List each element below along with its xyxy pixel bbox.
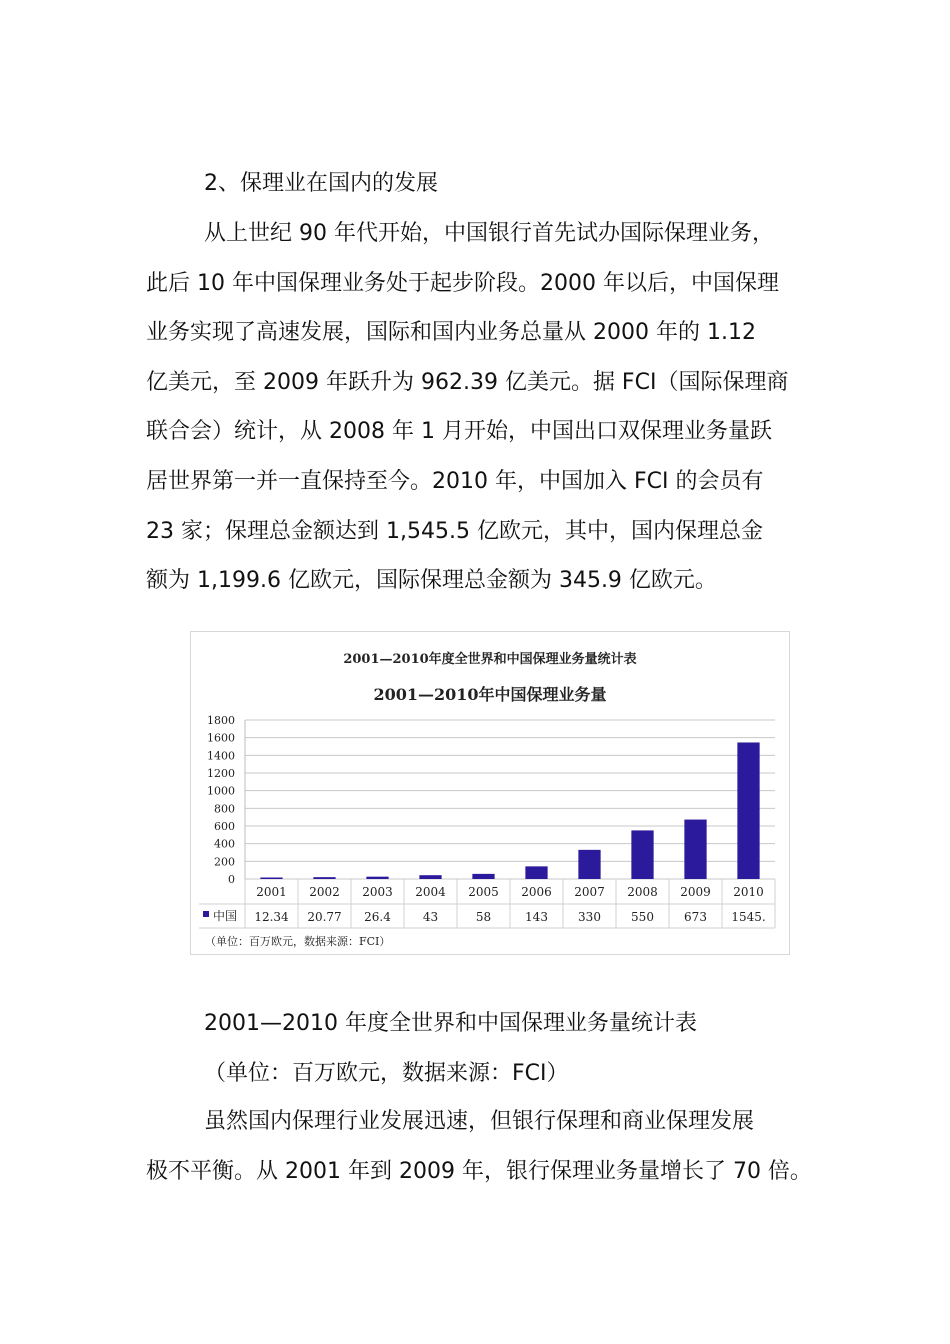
data-label: 1545. xyxy=(731,910,766,924)
factoring-volume-chart xyxy=(191,632,789,954)
x-tick-label: 2007 xyxy=(574,885,605,899)
figure-caption-unit: （单位：百万欧元，数据来源：FCI） xyxy=(204,1061,569,1086)
data-label: 330 xyxy=(578,910,601,924)
bar-2007 xyxy=(578,850,600,879)
paragraph-line: 额为 1,199.6 亿欧元，国际保理总金额为 345.9 亿欧元。 xyxy=(146,568,717,594)
bar-2003 xyxy=(366,877,388,879)
data-label: 58 xyxy=(475,910,492,924)
factoring-volume-chart-figure xyxy=(190,631,790,955)
paragraph-development xyxy=(146,216,812,613)
x-tick-label: 2001 xyxy=(256,885,287,899)
figure-caption-title: 2001—2010 年度全世界和中国保理业务量统计表 xyxy=(204,1011,697,1036)
x-tick-label: 2002 xyxy=(309,885,340,899)
bar-2002 xyxy=(313,877,335,879)
data-label: 43 xyxy=(422,910,439,924)
y-tick-label: 0 xyxy=(228,873,235,886)
bar-2004 xyxy=(419,875,441,879)
x-tick-label: 2010 xyxy=(733,885,764,899)
y-tick-label: 600 xyxy=(214,820,235,833)
paragraph-line: 从上世纪 90 年代开始，中国银行首先试办国际保理业务， xyxy=(204,221,774,246)
section-heading: 2、保理业在国内的发展 xyxy=(204,171,438,196)
x-tick-label: 2003 xyxy=(362,885,393,899)
data-label: 20.77 xyxy=(307,910,342,924)
chart-figure-title: 2001—2010年度全世界和中国保理业务量统计表 xyxy=(343,652,637,667)
paragraph-line: 虽然国内保理行业发展迅速，但银行保理和商业保理发展 xyxy=(204,1109,755,1134)
y-tick-label: 1600 xyxy=(207,731,235,745)
bar-2001 xyxy=(260,878,282,880)
data-label: 143 xyxy=(525,910,548,924)
paragraph-line: 此后 10 年中国保理业务处于起步阶段。2000 年以后，中国保理 xyxy=(146,270,779,296)
bar-2006 xyxy=(525,866,547,879)
data-label: 12.34 xyxy=(254,910,289,924)
paragraph-line: 极不平衡。从 2001 年到 2009 年，银行保理业务量增长了 70 倍。 xyxy=(146,1158,812,1184)
y-tick-label: 400 xyxy=(214,837,235,851)
data-label: 26.4 xyxy=(364,910,391,924)
paragraph-line: 业务实现了高速发展，国际和国内业务总量从 2000 年的 1.12 xyxy=(146,320,756,346)
chart-source-note: （单位：百万欧元，数据来源：FCI） xyxy=(205,935,391,948)
x-tick-label: 2006 xyxy=(521,885,552,899)
y-tick-label: 1000 xyxy=(207,784,235,798)
bar-2010 xyxy=(737,742,759,879)
y-tick-label: 1200 xyxy=(207,767,235,780)
y-tick-label: 800 xyxy=(214,802,235,816)
x-tick-label: 2009 xyxy=(680,885,711,899)
legend-swatch xyxy=(203,911,209,917)
paragraph-line: 亿美元，至 2009 年跃升为 962.39 亿美元。据 FCI（国际保理商 xyxy=(146,369,789,395)
bar-2008 xyxy=(631,830,653,879)
legend-label: 中国 xyxy=(213,909,238,923)
x-tick-label: 2004 xyxy=(415,885,446,899)
y-tick-label: 1800 xyxy=(207,714,235,727)
y-tick-label: 200 xyxy=(214,855,235,869)
chart-title: 2001—2010年中国保理业务量 xyxy=(373,685,607,704)
x-tick-label: 2005 xyxy=(468,885,499,899)
paragraph-line: 23 家；保理总金额达到 1,545.5 亿欧元，其中，国内保理总金 xyxy=(146,518,763,544)
x-tick-label: 2008 xyxy=(627,885,658,899)
bar-2005 xyxy=(472,874,494,879)
data-label: 673 xyxy=(684,910,707,924)
data-label: 550 xyxy=(631,910,654,924)
paragraph-line: 联合会）统计，从 2008 年 1 月开始，中国出口双保理业务量跃 xyxy=(146,419,772,445)
y-tick-label: 1400 xyxy=(207,749,235,763)
bar-2009 xyxy=(684,820,706,879)
paragraph-imbalance xyxy=(146,1104,812,1203)
paragraph-line: 居世界第一并一直保持至今。2010 年，中国加入 FCI 的会员有 xyxy=(146,468,764,494)
